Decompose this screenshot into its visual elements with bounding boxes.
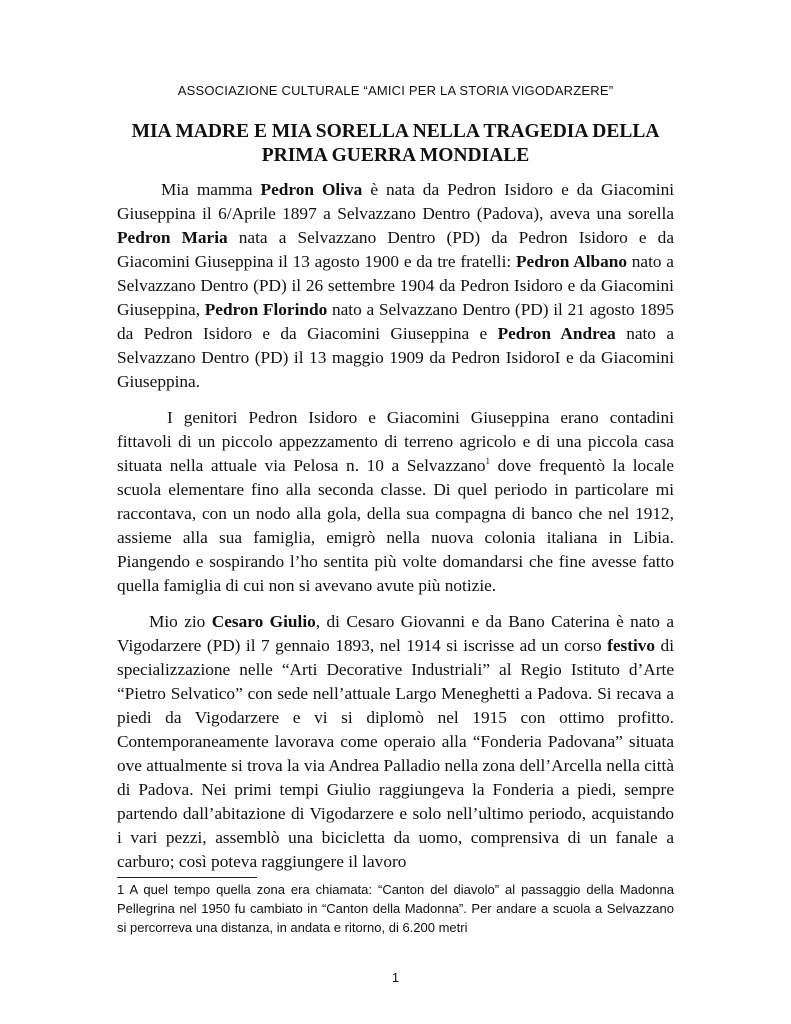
title-line-2: PRIMA GUERRA MONDIALE: [261, 145, 530, 166]
name-pedron-andrea: Pedron Andrea: [497, 324, 616, 343]
paragraph-3: [117, 610, 674, 874]
text-run: è nata da Pedron Isidoro e da Giacomini Giuseppina il 6/Aprile 1897 a Selvazzano Dentro (Padova), aveva una sorella: [117, 180, 675, 223]
emphasis-festivo: festivo: [607, 636, 656, 655]
association-header: ASSOCIAZIONE CULTURALE “AMICI PER LA STORIA VIGODARZERE”: [177, 83, 614, 98]
text-run: nato a Selvazzano Dentro (PD) il 13 maggio 1909 da Pedron IsidoroI e da Giacomini Giuseppina.: [117, 324, 674, 391]
footnote-separator: [117, 877, 257, 878]
text-run: Mia mamma: [161, 180, 261, 199]
footnote-reference[interactable]: 1: [485, 456, 490, 467]
paragraph-1: [117, 178, 674, 394]
document-title: [100, 120, 691, 168]
page-number: 1: [391, 970, 400, 985]
footnote: [117, 880, 674, 937]
text-run: di specializzazione nelle “Arti Decorative Industriali” al Regio Istituto d’Arte “Pietro Selvatico” con sede nell’attuale Largo Meneghetti a Padova. Si recava a piedi da Vigodarzere e vi si diplomò nel 1915 con ottimo profitto. Contemporaneamente lavorava come operaio alla “Fonderia Padovana” situata ove attualmente si trova la via Andrea Palladio nella zona dell’Arcella nella città di Padova. Nei primi tempi Giulio raggiungeva la Fonderia a piedi, sempre partendo dall’abitazione di Vigodarzere e solo nell’ultimo periodo, acquistando i vari pezzi, assemblò una bicicletta da uomo, comprensiva di un fanale a carburo; così poteva raggiungere il lavoro: [117, 636, 674, 871]
name-pedron-oliva: Pedron Oliva: [260, 180, 363, 199]
title-line-1: MIA MADRE E MIA SORELLA NELLA TRAGEDIA DELLA: [131, 121, 660, 142]
name-pedron-albano: Pedron Albano: [515, 252, 628, 271]
body-text: [117, 178, 674, 886]
footnote-text: A quel tempo quella zona era chiamata: “Canton del diavolo” al passaggio della Madonna Pellegrina nel 1950 fu cambiato in “Canton della Madonna”. Per andare a scuola a Selvazzano si percorreva una distanza, in andata e ritorno, di 6.200 metri: [117, 882, 674, 935]
text-run: dove frequentò la locale scuola elementare fino alla seconda classe. Di quel periodo in particolare mi raccontava, con un nodo alla gola, della sua compagna di banco che nel 1912, assieme alla sua famiglia, emigrò nella nuova colonia italiana in Libia. Piangendo e sospirando l’ho sentita più volte domandarsi che fine avesse fatto quella famiglia di cui non si avevano avute più notizie.: [117, 456, 674, 595]
text-run: I genitori Pedron Isidoro e Giacomini Giuseppina erano contadini fittavoli di un piccolo appezzamento di terreno agricolo e di una piccola casa situata nella attuale via Pelosa n. 10 a Selvazzano: [117, 408, 674, 475]
footnote-number: 1: [117, 882, 125, 897]
text-run: , di Cesaro Giovanni e da Bano Caterina è nato a Vigodarzere (PD) il 7 gennaio 1893, nel 1914 si iscrisse ad un corso: [117, 612, 675, 655]
text-run: nata a Selvazzano Dentro (PD) da Pedron Isidoro e da Giacomini Giuseppina il 13 agosto 1900 e da tre fratelli:: [117, 228, 674, 271]
text-run: nato a Selvazzano Dentro (PD) il 26 settembre 1904 da Pedron Isidoro e da Giacomini Giuseppina,: [117, 252, 674, 319]
name-cesaro-giulio: Cesaro Giulio: [211, 612, 316, 631]
text-run: Mio zio: [149, 612, 212, 631]
name-pedron-maria: Pedron Maria: [117, 228, 228, 247]
paragraph-2: [117, 406, 674, 598]
name-pedron-florindo: Pedron Florindo: [204, 300, 328, 319]
text-run: nato a Selvazzano Dentro (PD) il 21 agosto 1895 da Pedron Isidoro e da Giacomini Giuseppina e: [117, 300, 674, 343]
